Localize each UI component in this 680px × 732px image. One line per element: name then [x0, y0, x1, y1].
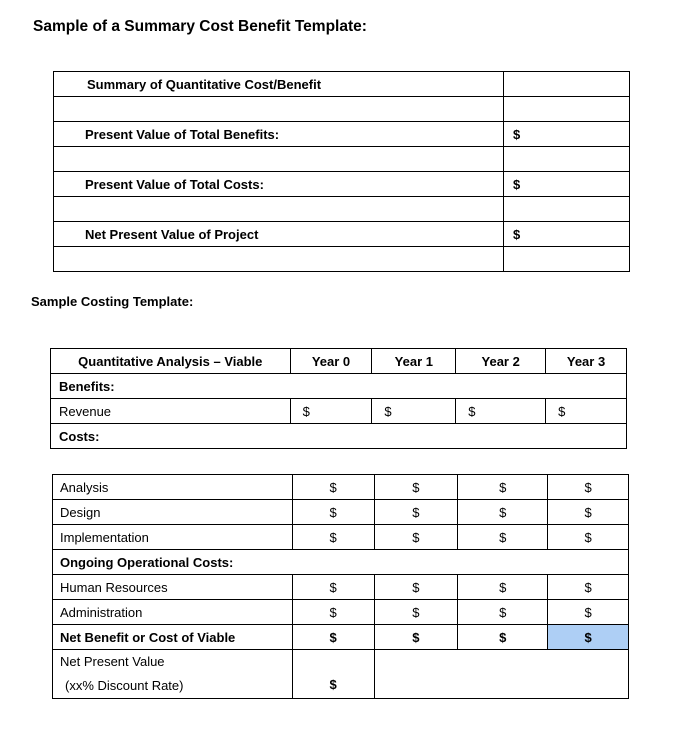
- cell-value[interactable]: $: [548, 575, 629, 600]
- table-row: [54, 172, 630, 197]
- cell-value[interactable]: $: [292, 525, 374, 550]
- npv-label-line2: (xx% Discount Rate): [65, 678, 184, 693]
- row-label: Revenue: [51, 399, 291, 424]
- cell-value[interactable]: $: [458, 500, 548, 525]
- table-row: [53, 575, 629, 600]
- cell-value[interactable]: $: [548, 600, 629, 625]
- section-title: Sample Costing Template:: [31, 294, 194, 309]
- cell-value[interactable]: $: [458, 475, 548, 500]
- cell-value[interactable]: $: [292, 575, 374, 600]
- table-row: [53, 500, 629, 525]
- cell-value[interactable]: $: [458, 525, 548, 550]
- cell-value[interactable]: $: [292, 600, 374, 625]
- cell-value[interactable]: $: [374, 500, 458, 525]
- cell-value[interactable]: $: [546, 399, 627, 424]
- column-header: Year 1: [372, 349, 456, 374]
- column-header: Year 0: [290, 349, 372, 374]
- table-row: [53, 475, 629, 500]
- table-row: [53, 600, 629, 625]
- column-header: Quantitative Analysis – Viable: [51, 349, 291, 374]
- cell-value[interactable]: $: [548, 475, 629, 500]
- cell-value[interactable]: $: [292, 475, 374, 500]
- costing-detail-table: [52, 474, 629, 699]
- table-row: [54, 222, 630, 247]
- page-title: Sample of a Summary Cost Benefit Template:: [33, 18, 367, 35]
- cell-value[interactable]: $: [292, 500, 374, 525]
- cell-value[interactable]: $: [456, 399, 546, 424]
- selected-cell[interactable]: $: [548, 625, 629, 650]
- cell-value[interactable]: $: [458, 575, 548, 600]
- table-row: [53, 550, 629, 575]
- column-header: Year 2: [456, 349, 546, 374]
- table-row: [54, 147, 630, 172]
- table-header-row: [51, 349, 627, 374]
- table-row: [51, 399, 627, 424]
- cell-value[interactable]: $: [290, 399, 372, 424]
- table-row: [54, 247, 630, 272]
- costing-table: [50, 348, 627, 449]
- summary-value[interactable]: $: [504, 122, 630, 147]
- row-label: Human Resources: [53, 575, 293, 600]
- table-row: [54, 197, 630, 222]
- summary-table: [53, 71, 630, 272]
- benefits-label: Benefits:: [51, 374, 627, 399]
- row-label: Net Benefit or Cost of Viable: [53, 625, 293, 650]
- summary-value[interactable]: $: [504, 172, 630, 197]
- summary-label: Net Present Value of Project: [54, 222, 504, 247]
- cell-value[interactable]: $: [374, 475, 458, 500]
- cell-value[interactable]: $: [374, 625, 458, 650]
- table-row: [53, 650, 629, 699]
- cell-value[interactable]: $: [374, 600, 458, 625]
- cell-value[interactable]: $: [374, 525, 458, 550]
- cell-value[interactable]: $: [374, 575, 458, 600]
- cell-value[interactable]: $: [292, 625, 374, 650]
- table-row: [53, 625, 629, 650]
- npv-label-line1: Net Present Value: [60, 654, 165, 669]
- table-row: [53, 525, 629, 550]
- summary-label: Present Value of Total Benefits:: [54, 122, 504, 147]
- row-label: Analysis: [53, 475, 293, 500]
- row-label: Implementation: [53, 525, 293, 550]
- npv-label: [53, 650, 293, 699]
- cell-value[interactable]: $: [548, 525, 629, 550]
- cell-value[interactable]: $: [548, 500, 629, 525]
- row-label: Administration: [53, 600, 293, 625]
- table-row: [51, 424, 627, 449]
- table-row: [54, 97, 630, 122]
- table-row: [54, 122, 630, 147]
- column-header: Year 3: [546, 349, 627, 374]
- costs-label: Costs:: [51, 424, 627, 449]
- summary-value[interactable]: $: [504, 222, 630, 247]
- ongoing-costs-label: Ongoing Operational Costs:: [53, 550, 629, 575]
- cell-value[interactable]: $: [372, 399, 456, 424]
- summary-header: Summary of Quantitative Cost/Benefit: [54, 72, 504, 97]
- cell-value[interactable]: $: [458, 600, 548, 625]
- summary-label: Present Value of Total Costs:: [54, 172, 504, 197]
- row-label: Design: [53, 500, 293, 525]
- cell-value[interactable]: $: [458, 625, 548, 650]
- table-row: [51, 374, 627, 399]
- npv-value[interactable]: $: [292, 650, 374, 699]
- table-row: [54, 72, 630, 97]
